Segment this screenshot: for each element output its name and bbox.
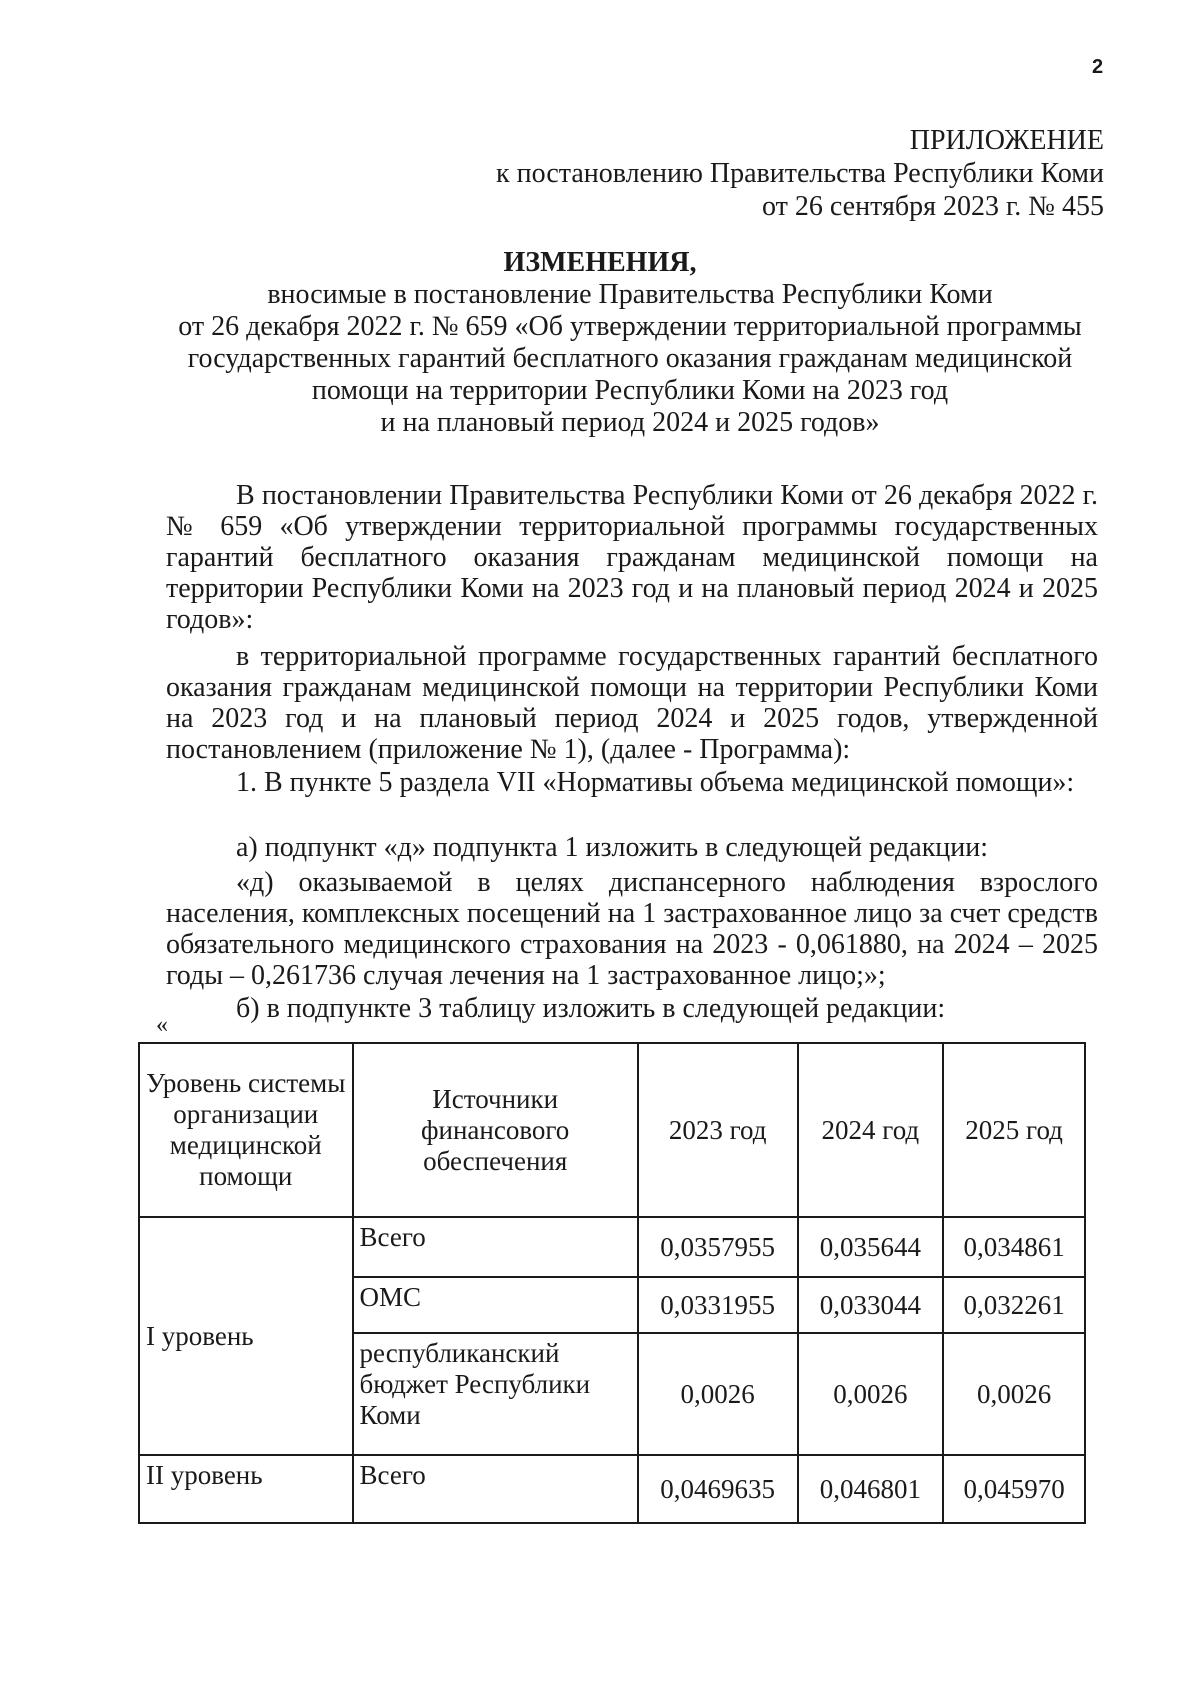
table-header-row xyxy=(139,1043,1085,1217)
norms-table xyxy=(138,1042,1086,1524)
value-cell: 0,0469635 xyxy=(638,1455,798,1523)
document-title: ИЗМЕНЕНИЯ, xyxy=(503,247,697,278)
subtitle-line: помощи на территории Республики Коми на 2023 год xyxy=(311,375,949,406)
header-source: Источники финансового обеспечения xyxy=(353,1043,638,1217)
header-2024: 2024 год xyxy=(798,1043,944,1217)
value-cell: 0,034861 xyxy=(943,1217,1085,1277)
header-2025: 2025 год xyxy=(943,1043,1085,1217)
appendix-date: от 26 сентября 2023 г. № 455 xyxy=(762,191,1104,222)
subtitle-line: государственных гарантий бесплатного оказания гражданам медицинской xyxy=(187,343,1073,374)
paragraph: «д) оказываемой в целях диспансерного наблюдения взрослого населения, комплексных посещений на 1 застрахованное лицо за счет средств обязательного медицинского страхования на 2023 - 0,061880, на 2024 – 2025 годы – 0,261736 случая лечения на 1 застрахованное лицо;»; xyxy=(166,867,1098,991)
subtitle-line: и на плановый период 2024 и 2025 годов» xyxy=(380,407,880,438)
subtitle-line: от 26 декабря 2022 г. № 659 «Об утверждении территориальной программы xyxy=(178,311,1082,342)
quote-open-mark: « xyxy=(156,1012,168,1038)
appendix-header xyxy=(496,124,1104,223)
source-cell: Всего xyxy=(353,1217,638,1277)
document-subtitle xyxy=(150,279,1110,439)
paragraph: б) в подпункте 3 таблицу изложить в следующей редакции: xyxy=(236,993,946,1024)
source-cell: республиканский бюджет Республики Коми xyxy=(353,1333,638,1455)
body-paragraph-item-b xyxy=(166,993,1098,1024)
body-paragraph-item-a xyxy=(166,832,1098,863)
level-cell: II уровень xyxy=(139,1455,353,1523)
subtitle-line: вносимые в постановление Правительства Республики Коми xyxy=(267,279,993,310)
value-cell: 0,033044 xyxy=(798,1277,944,1333)
paragraph: а) подпункт «д» подпункта 1 изложить в следующей редакции: xyxy=(236,832,989,863)
value-cell: 0,032261 xyxy=(943,1277,1085,1333)
appendix-resolution-ref: к постановлению Правительства Республики Коми xyxy=(496,158,1104,189)
body-paragraph-program xyxy=(166,641,1098,765)
page-number: 2 xyxy=(1092,56,1104,78)
table-row xyxy=(139,1217,1085,1277)
table-row xyxy=(139,1455,1085,1523)
header-level: Уровень системы организации медицинской помощи xyxy=(139,1043,353,1217)
header-2023: 2023 год xyxy=(638,1043,798,1217)
level-cell: I уровень xyxy=(139,1217,353,1455)
value-cell: 0,0026 xyxy=(798,1333,944,1455)
value-cell: 0,0357955 xyxy=(638,1217,798,1277)
value-cell: 0,0026 xyxy=(638,1333,798,1455)
value-cell: 0,046801 xyxy=(798,1455,944,1523)
value-cell: 0,035644 xyxy=(798,1217,944,1277)
paragraph: в территориальной программе государственных гарантий бесплатного оказания гражданам медицинской помощи на территории Республики Коми на 2023 год и на плановый период 2024 и 2025 годов, утвержденной постановлением (приложение № 1), (далее - Программа): xyxy=(166,641,1098,765)
value-cell: 0,0026 xyxy=(943,1333,1085,1455)
value-cell: 0,045970 xyxy=(943,1455,1085,1523)
body-paragraph-preamble xyxy=(166,480,1098,635)
appendix-label: ПРИЛОЖЕНИЕ xyxy=(909,125,1104,156)
body-paragraph-item-d xyxy=(166,867,1098,991)
source-cell: ОМС xyxy=(353,1277,638,1333)
value-cell: 0,0331955 xyxy=(638,1277,798,1333)
paragraph: В постановлении Правительства Республики Коми от 26 декабря 2022 г. № 659 «Об утверждении территориальной программы государственных гарантий бесплатного оказания гражданам медицинской помощи на территории Республики Коми на 2023 год и на плановый период 2024 и 2025 годов»: xyxy=(166,480,1098,635)
source-cell: Всего xyxy=(353,1455,638,1523)
body-paragraph-item1 xyxy=(166,767,1098,798)
paragraph: 1. В пункте 5 раздела VII «Нормативы объема медицинской помощи»: xyxy=(236,767,1075,798)
